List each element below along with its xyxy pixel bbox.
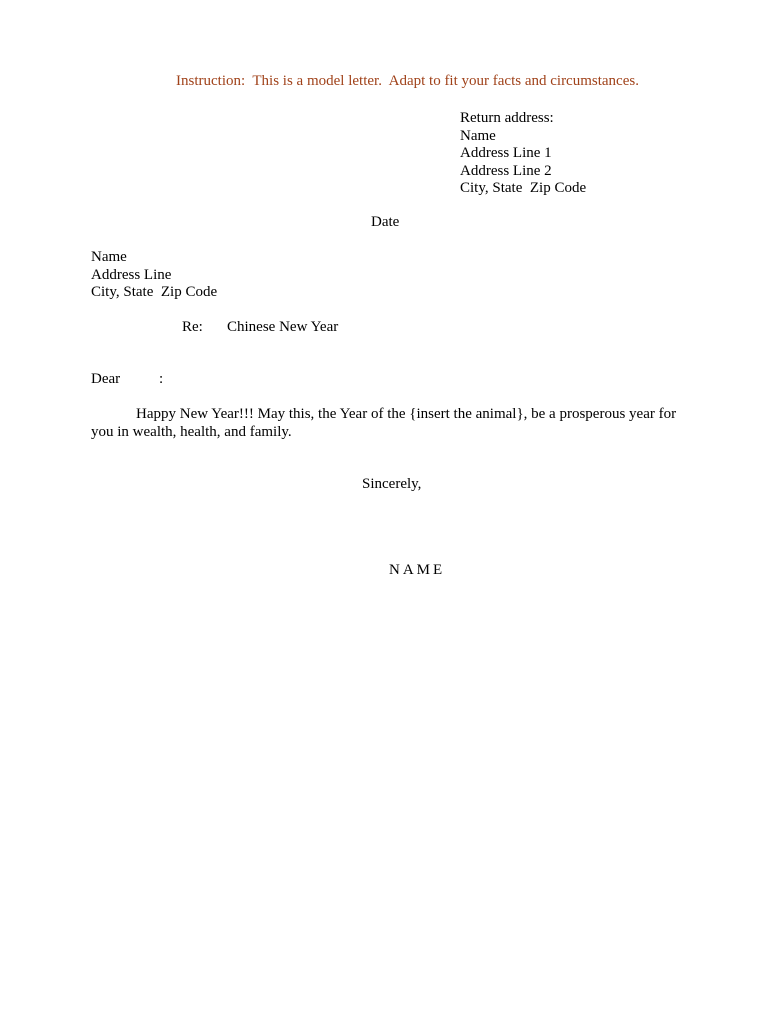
return-address-block (460, 110, 586, 198)
recipient-address-line: Address Line (91, 266, 172, 283)
return-address-city-state-zip: City, State Zip Code (460, 180, 587, 196)
signature-name (362, 545, 445, 596)
return-address-line-2: Address Line 2 (460, 162, 552, 179)
return-address-heading: Return address: (460, 110, 554, 126)
return-address-line-1: Address Line 1 (460, 145, 552, 161)
closing-line: Sincerely, (362, 476, 422, 492)
recipient-name: Name (91, 249, 127, 265)
salutation-word: Dear (91, 371, 121, 387)
signature-text: NAME (389, 562, 446, 578)
reference-subject: Chinese New Year (227, 319, 339, 335)
return-address-name: Name (460, 127, 496, 144)
recipient-city-state-zip: City, State Zip Code (91, 284, 218, 300)
letter-body-paragraph: Happy New Year!!! May this, the Year of the {insert the animal}, be a prosperous year for you in wealth, health, and family. (91, 406, 677, 440)
letter-date: Date (371, 214, 400, 230)
recipient-address-block (91, 249, 217, 302)
instruction-note: Instruction: This is a model letter. Adapt to fit your facts and circumstances. (176, 73, 639, 89)
reference-label: Re: (182, 319, 203, 335)
salutation-colon: : (159, 371, 164, 387)
